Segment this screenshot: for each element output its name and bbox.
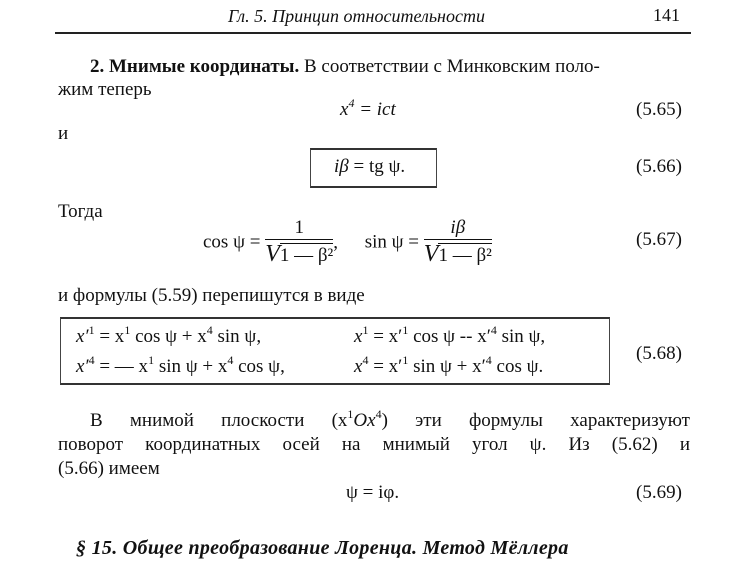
sup: 4 bbox=[375, 407, 382, 421]
text: В мнимой плоскости (x bbox=[90, 410, 348, 431]
paragraph-1-line-2: жим теперь bbox=[58, 79, 152, 100]
eq-sup: 1 bbox=[402, 323, 409, 337]
eq-sup: 1 bbox=[148, 353, 155, 367]
eq-part: x bbox=[354, 326, 363, 347]
equation-number-5-65: (5.65) bbox=[636, 99, 682, 120]
eq-sup: 1 bbox=[88, 323, 95, 337]
numerator: iβ bbox=[424, 218, 492, 240]
eq-part: cos ψ. bbox=[491, 356, 544, 377]
paragraph-3-line-2: поворот координатных осей на мнимый угол ψ. Из (5.62) и bbox=[58, 434, 690, 455]
eq-part: = tg ψ. bbox=[348, 156, 406, 177]
eq-part: x′ bbox=[76, 356, 89, 377]
header-rule bbox=[55, 32, 691, 34]
eq-part: cos ψ + x bbox=[130, 326, 207, 347]
eq-part: sin ψ + x bbox=[154, 356, 228, 377]
paragraph-1-line-1 bbox=[90, 57, 600, 76]
eq-part: = — x bbox=[94, 356, 149, 377]
eq-part: , bbox=[333, 231, 338, 253]
eq-part: = ict bbox=[354, 99, 396, 120]
paragraph-3-line-1 bbox=[90, 407, 690, 431]
paragraph-3-line-3: (5.66) имеем bbox=[58, 458, 160, 479]
running-header-chapter: Гл. 5. Принцип относительности bbox=[228, 6, 485, 26]
eq-part: x bbox=[354, 356, 363, 377]
eq-5-68-row1-right bbox=[354, 323, 546, 347]
eq-sup: 4 bbox=[485, 353, 492, 367]
equation-5-69: ψ = iφ. bbox=[346, 482, 400, 503]
radicand: 1 — β² bbox=[438, 245, 492, 266]
eq-part: sin ψ, bbox=[212, 326, 262, 347]
equation-5-65 bbox=[340, 96, 396, 120]
eq-part: sin ψ, bbox=[496, 326, 546, 347]
eq-sup: 4 bbox=[490, 323, 497, 337]
eq-part: sin ψ + x′ bbox=[408, 356, 486, 377]
page-number: 141 bbox=[653, 5, 680, 25]
eq-sup: 1 bbox=[124, 323, 131, 337]
eq-part: sin ψ = bbox=[364, 231, 424, 253]
eq-part: iβ bbox=[334, 156, 349, 177]
eq-part: = x′ bbox=[368, 356, 403, 377]
eq-5-68-row2-right bbox=[354, 353, 544, 377]
fraction bbox=[424, 218, 492, 266]
eq-part: cos ψ, bbox=[233, 356, 285, 377]
section-heading: § 15. Общее преобразование Лоренца. Метод Мёллера bbox=[76, 537, 569, 559]
equation-number-5-66: (5.66) bbox=[636, 156, 682, 177]
eq-part: = x′ bbox=[368, 326, 403, 347]
eq-sup: 4 bbox=[88, 353, 95, 367]
eq-sup: 4 bbox=[227, 353, 234, 367]
text: Ox bbox=[353, 410, 376, 431]
text: ) эти формулы характеризуют bbox=[381, 410, 690, 431]
eq-sup: 4 bbox=[206, 323, 213, 337]
text: В соответствии с Минковским поло- bbox=[299, 56, 600, 77]
radicand: 1 — β² bbox=[279, 245, 334, 266]
numerator: 1 bbox=[265, 218, 333, 240]
sup: 1 bbox=[347, 407, 354, 421]
denominator bbox=[424, 240, 492, 266]
eq-part: cos ψ = bbox=[203, 231, 266, 253]
eq-sup: 4 bbox=[348, 96, 355, 110]
eq-5-68-row1-left bbox=[76, 323, 262, 347]
eq-part: x′ bbox=[76, 326, 89, 347]
eq-5-68-row2-left bbox=[76, 353, 285, 377]
eq-part: = x bbox=[94, 326, 125, 347]
equation-5-67 bbox=[203, 218, 492, 266]
paragraph-2: и формулы (5.59) перепишутся в виде bbox=[58, 285, 365, 306]
equation-number-5-69: (5.69) bbox=[636, 482, 682, 503]
eq-sup: 1 bbox=[402, 353, 409, 367]
sqrt-sign: V bbox=[265, 241, 280, 267]
eq-sup: 4 bbox=[362, 353, 369, 367]
fraction bbox=[265, 218, 333, 266]
equation-5-66 bbox=[334, 157, 405, 176]
equation-number-5-67: (5.67) bbox=[636, 229, 682, 250]
sqrt-sign: V bbox=[423, 241, 439, 267]
word-then: Тогда bbox=[58, 201, 103, 222]
eq-sup: 1 bbox=[362, 323, 369, 337]
subsection-title: 2. Мнимые координаты. bbox=[90, 56, 300, 77]
eq-part: cos ψ -- x′ bbox=[408, 326, 491, 347]
eq-part: x bbox=[340, 99, 349, 120]
conjunction-and: и bbox=[58, 123, 69, 144]
denominator bbox=[265, 240, 333, 266]
equation-number-5-68: (5.68) bbox=[636, 343, 682, 364]
